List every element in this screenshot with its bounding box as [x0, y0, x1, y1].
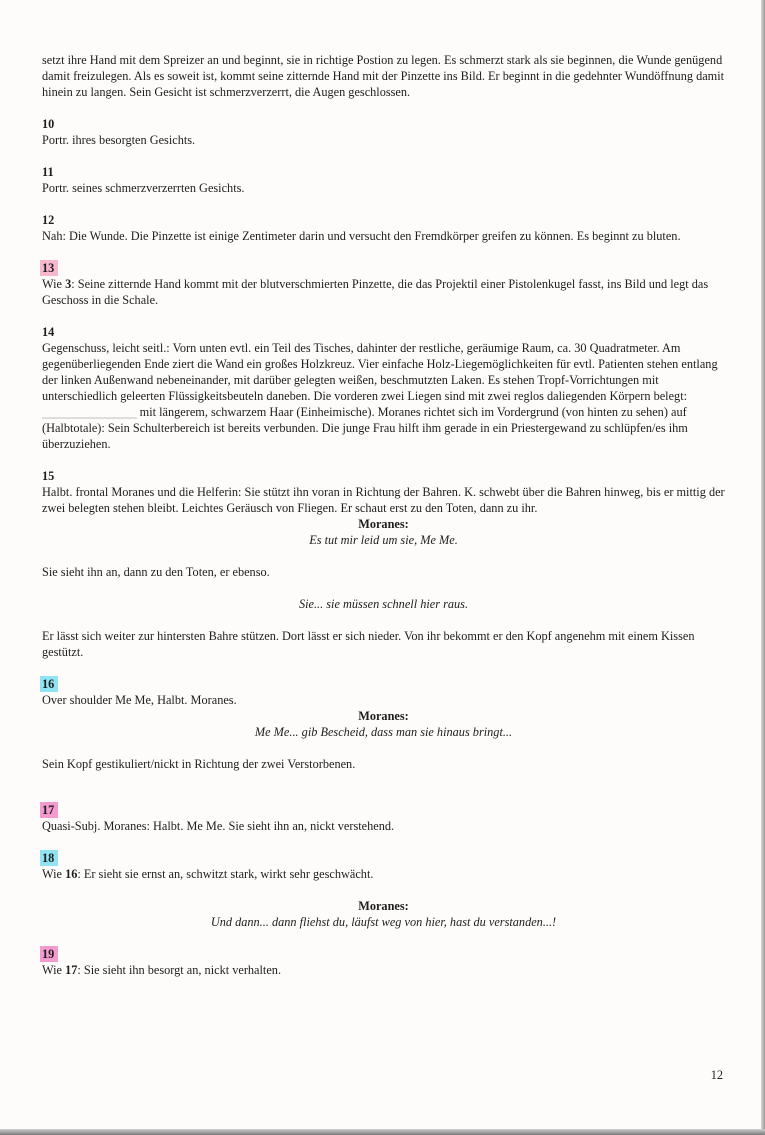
shot-number: 14	[42, 325, 55, 339]
shot-number: 11	[42, 165, 54, 179]
shot-number-highlighted: 18	[40, 850, 58, 866]
speaker-name: Moranes:	[358, 899, 409, 913]
shot-description: Gegenschuss, leicht seitl.: Vorn unten evtl. ein Teil des Tisches, dahinter der restliche, geräumige Raum, ca. 30 Quadratmeter. Am gegenüberliegenden Ende ziert die Wand ein großes Holzkreuz. Vier einfache Holz-Liegemöglichkeiten für evtl. Patienten stehen entlang der linken Außenwand nebeneinander, mit darüber gelegten weißen, beschmutzten Laken. Es stehen Tropf-Vorrichtungen mit unterschiedlich geleerten Flüssigkeitsbeuteln daneben. Die vorderen zwei Liegen sind mit zwei reglos daliegenden Körpern belegt:	[42, 341, 718, 403]
shot-18	[42, 850, 725, 930]
shot-prefix: Wie	[42, 867, 66, 881]
shot-number: 10	[42, 117, 55, 131]
shot-14	[42, 324, 725, 452]
shot-description-cont: mit längerem, schwarzem Haar (Einheimische). Moranes richtet sich im Vordergrund (von hinten zu sehen) auf (Halbtotale): Sein Schulterbereich ist bereits verbunden. Die junge Frau hilft ihm gerade in ein Priestergewand zu schlüpfen/es ihm überzuziehen.	[42, 405, 688, 451]
shot-16	[42, 676, 725, 772]
shot-prefix: Wie	[42, 277, 66, 291]
shot-description: Quasi-Subj. Moranes: Halbt. Me Me. Sie sieht ihn an, nickt verstehend.	[42, 819, 395, 833]
shot-number-highlighted: 19	[40, 946, 58, 962]
scan-edge-shadow-bottom	[0, 1129, 765, 1135]
shot-description: Portr. ihres besorgten Gesichts.	[42, 133, 196, 147]
shot-number: 15	[42, 469, 55, 483]
shot-number-highlighted: 13	[40, 260, 58, 276]
shot-17	[42, 802, 725, 834]
shot-description: : Sie sieht ihn besorgt an, nickt verhalten.	[77, 963, 282, 977]
shot-number-highlighted: 16	[40, 676, 58, 692]
shot-number: 12	[42, 213, 55, 227]
shot-12	[42, 212, 725, 244]
speaker-name: Moranes:	[358, 517, 409, 531]
shot-description: Over shoulder Me Me, Halbt. Moranes.	[42, 693, 237, 707]
action-line: Er lässt sich weiter zur hintersten Bahre stützen. Dort lässt er sich nieder. Von ihr bekommt er den Kopf angenehm mit einem Kissen gestützt.	[42, 629, 695, 659]
shot-13	[42, 260, 725, 308]
shot-description: Halbt. frontal Moranes und die Helferin: Sie stützt ihn voran in Richtung der Bahren. K. schwebt über die Bahren hinweg, bis er mittig der zwei belegten stehen bleibt. Leichtes Geräusch von Fliegen. Er schaut erst zu den Toten, dann zu ihr.	[42, 485, 725, 515]
scan-edge-shadow	[761, 0, 765, 1135]
shot-description: : Er sieht sie ernst an, schwitzt stark, wirkt sehr geschwächt.	[77, 867, 374, 881]
dialogue-line: Sie... sie müssen schnell hier raus.	[298, 597, 469, 611]
intro-paragraph: setzt ihre Hand mit dem Spreizer an und beginnt, sie in richtige Postion zu legen. Es schmerzt stark als sie beginnen, die Wunde genügend damit freizulegen. Als es soweit ist, kommt seine zitternde Hand mit der Pinzette ins Bild. Er beginnt in die gedehnter Wundöffnung damit hinein zu langen. Sein Gesicht ist schmerzverzerrt, die Augen geschlossen.	[42, 53, 725, 99]
shot-10	[42, 116, 725, 148]
shot-11	[42, 164, 725, 196]
shot-19	[42, 946, 725, 978]
speaker-name: Moranes:	[358, 709, 409, 723]
shot-description: Portr. seines schmerzverzerrten Gesichts.	[42, 181, 245, 195]
shot-number-highlighted: 17	[40, 802, 58, 818]
dialogue-line: Es tut mir leid um sie, Me Me.	[309, 533, 458, 547]
shot-description: : Seine zitternde Hand kommt mit der blutverschmierten Pinzette, die das Projektil einer Pistolenkugel fasst, ins Bild und legt das Geschoss in die Schale.	[42, 277, 709, 307]
shot-reference: 16	[65, 867, 78, 881]
action-line: Sein Kopf gestikuliert/nickt in Richtung der zwei Verstorbenen.	[42, 757, 356, 771]
shot-reference: 17	[65, 963, 78, 977]
dialogue-line: Und dann... dann fliehst du, läufst weg von hier, hast du verstanden...!	[210, 915, 557, 929]
shot-description: Nah: Die Wunde. Die Pinzette ist einige Zentimeter darin und versucht den Fremdkörper greifen zu können. Es beginnt zu bluten.	[42, 229, 681, 243]
shot-15	[42, 468, 725, 660]
shot-reference: 3	[65, 277, 72, 291]
page-number: 12	[710, 1068, 723, 1082]
shot-prefix: Wie	[42, 963, 66, 977]
redacted-text: ▁▁▁▁▁▁▁▁▁▁	[42, 405, 137, 419]
dialogue-line: Me Me... gib Bescheid, dass man sie hinaus bringt...	[254, 725, 513, 739]
action-line: Sie sieht ihn an, dann zu den Toten, er ebenso.	[42, 565, 270, 579]
